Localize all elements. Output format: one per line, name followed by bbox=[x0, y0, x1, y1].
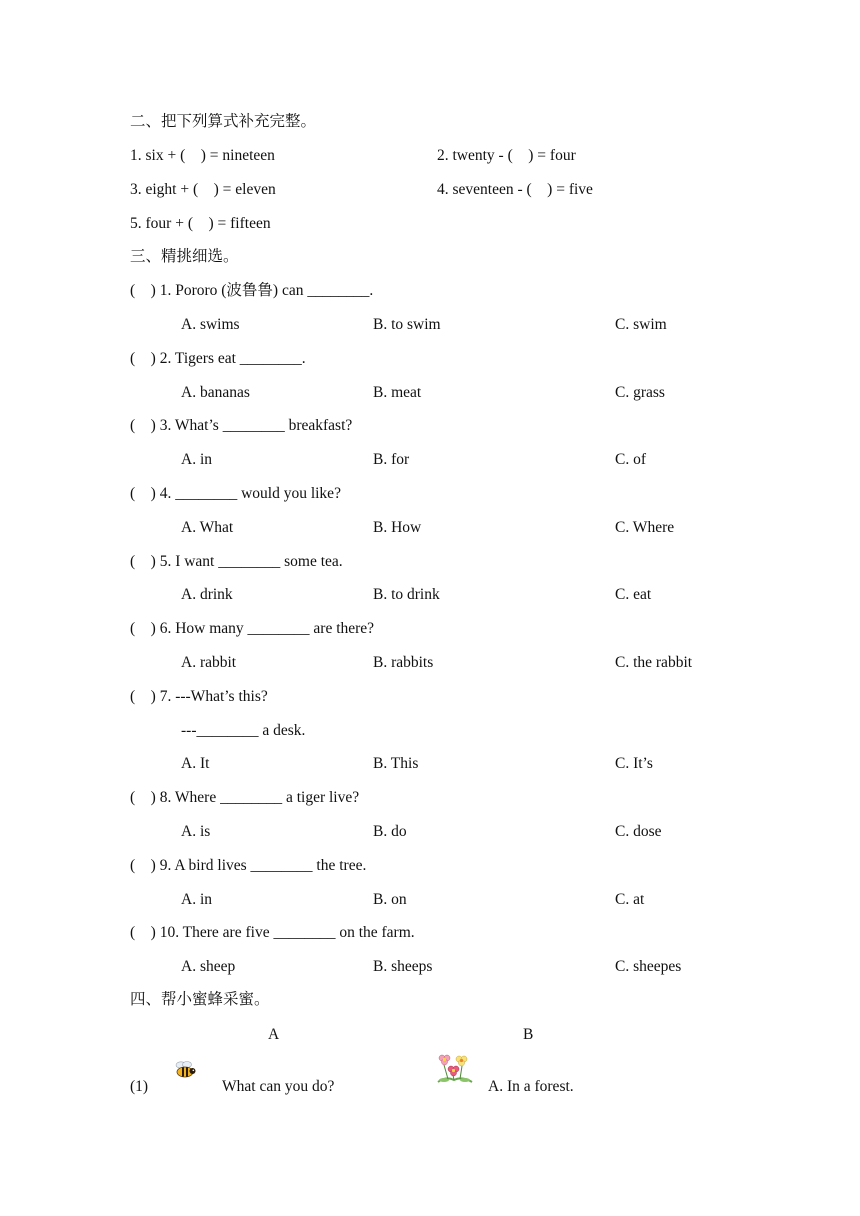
section-4-heading: 四、帮小蜜蜂采蜜。 bbox=[130, 991, 270, 1008]
question-8-stem: ( ) 8. Where ________ a tiger live? bbox=[130, 789, 360, 806]
question-3-stem: ( ) 3. What’s ________ breakfast? bbox=[130, 417, 353, 434]
question-10-option-b: B. sheeps bbox=[373, 958, 433, 975]
question-6-option-a: A. rabbit bbox=[181, 654, 237, 671]
question-9-option-b: B. on bbox=[373, 891, 407, 908]
question-6-option-b: B. rabbits bbox=[373, 654, 434, 671]
flower-icon bbox=[432, 1052, 478, 1088]
question-6-stem: ( ) 6. How many ________ are there? bbox=[130, 620, 375, 637]
column-a-label: A bbox=[268, 1026, 280, 1043]
question-7-stem: ( ) 7. ---What’s this? bbox=[130, 688, 268, 705]
match-row-1-answer: A. In a forest. bbox=[488, 1078, 574, 1095]
question-4-option-c: C. Where bbox=[615, 519, 675, 536]
question-8-option-b: B. do bbox=[373, 823, 407, 840]
question-5-option-a: A. drink bbox=[181, 586, 233, 603]
question-5-option-c: C. eat bbox=[615, 586, 652, 603]
column-b-label: B bbox=[523, 1026, 534, 1043]
math-item-1: 1. six + ( ) = nineteen bbox=[130, 147, 275, 164]
question-1-stem: ( ) 1. Pororo (波鲁鲁) can ________. bbox=[130, 282, 374, 299]
question-7-continuation: ---________ a desk. bbox=[181, 722, 306, 739]
question-9-option-c: C. at bbox=[615, 891, 645, 908]
question-4-option-a: A. What bbox=[181, 519, 234, 536]
question-7-option-a: A. It bbox=[181, 755, 210, 772]
match-row-1-question: What can you do? bbox=[222, 1078, 335, 1095]
match-row-1-number: (1) bbox=[130, 1078, 149, 1095]
question-5-option-b: B. to drink bbox=[373, 586, 440, 603]
question-3-option-b: B. for bbox=[373, 451, 410, 468]
question-7-option-b: B. This bbox=[373, 755, 419, 772]
question-1-option-a: A. swims bbox=[181, 316, 240, 333]
section-3-heading: 三、精挑细选。 bbox=[130, 248, 239, 265]
question-8-option-a: A. is bbox=[181, 823, 211, 840]
question-4-stem: ( ) 4. ________ would you like? bbox=[130, 485, 341, 502]
math-item-4: 4. seventeen - ( ) = five bbox=[437, 181, 593, 198]
question-9-option-a: A. in bbox=[181, 891, 212, 908]
question-3-option-a: A. in bbox=[181, 451, 212, 468]
question-2-option-b: B. meat bbox=[373, 384, 422, 401]
question-1-option-b: B. to swim bbox=[373, 316, 441, 333]
question-9-stem: ( ) 9. A bird lives ________ the tree. bbox=[130, 857, 367, 874]
math-item-3: 3. eight + ( ) = eleven bbox=[130, 181, 276, 198]
question-3-option-c: C. of bbox=[615, 451, 646, 468]
question-5-stem: ( ) 5. I want ________ some tea. bbox=[130, 553, 343, 570]
question-1-option-c: C. swim bbox=[615, 316, 667, 333]
question-6-option-c: C. the rabbit bbox=[615, 654, 693, 671]
math-item-5: 5. four + ( ) = fifteen bbox=[130, 215, 271, 232]
question-7-option-c: C. It’s bbox=[615, 755, 653, 772]
question-10-stem: ( ) 10. There are five ________ on the farm. bbox=[130, 924, 415, 941]
question-10-option-a: A. sheep bbox=[181, 958, 236, 975]
question-8-option-c: C. dose bbox=[615, 823, 662, 840]
question-4-option-b: B. How bbox=[373, 519, 422, 536]
question-2-option-c: C. grass bbox=[615, 384, 665, 401]
bee-icon bbox=[172, 1060, 198, 1080]
question-2-stem: ( ) 2. Tigers eat ________. bbox=[130, 350, 306, 367]
question-2-option-a: A. bananas bbox=[181, 384, 250, 401]
math-item-2: 2. twenty - ( ) = four bbox=[437, 147, 576, 164]
question-10-option-c: C. sheepes bbox=[615, 958, 682, 975]
section-2-heading: 二、把下列算式补充完整。 bbox=[130, 113, 317, 130]
